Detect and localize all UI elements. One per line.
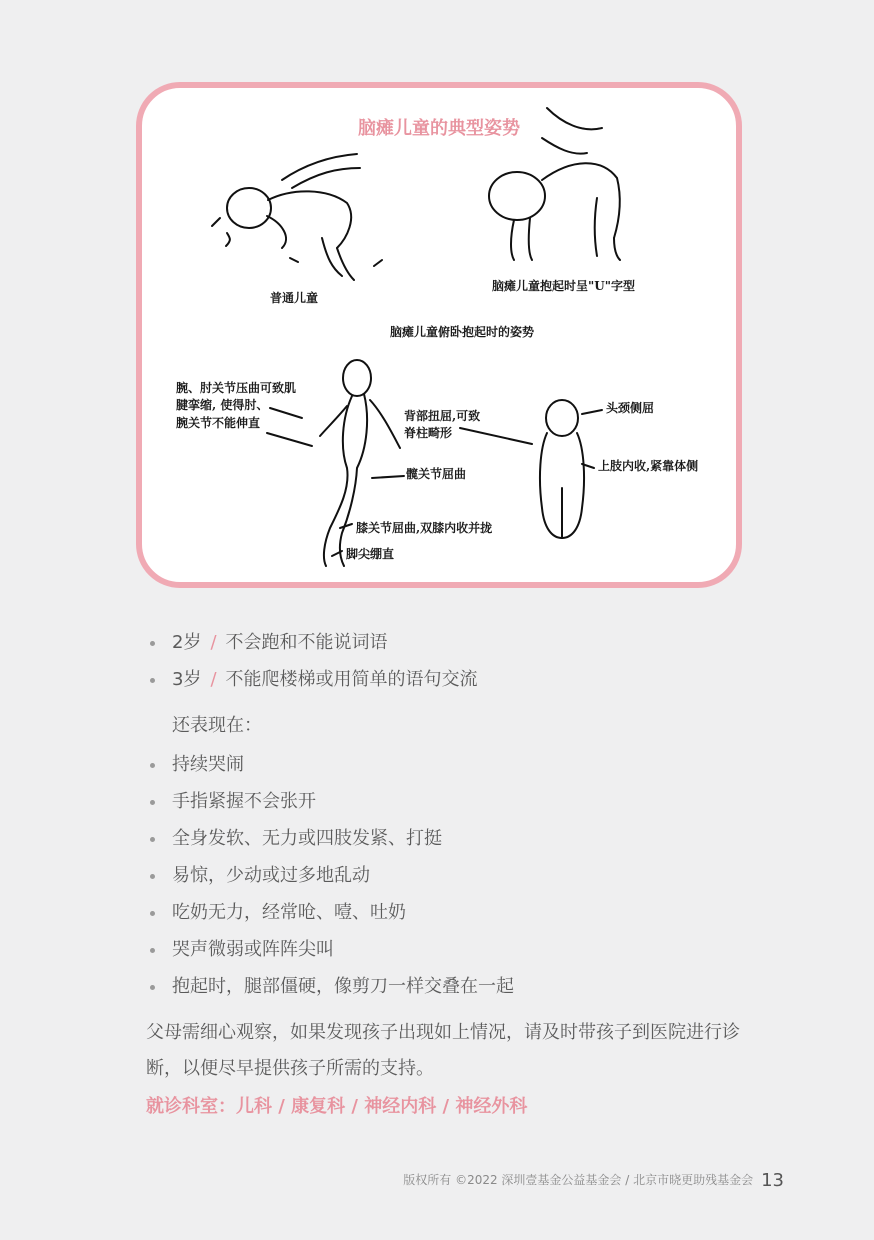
also-label: 还表现在：	[172, 715, 262, 736]
label-back-twist: 背部扭屈,可致 脊柱畸形	[404, 409, 481, 441]
age-milestone-list	[148, 624, 478, 698]
label-neck: 头颈侧屈	[606, 401, 655, 415]
list-item: 易惊，少动或过多地乱动	[148, 857, 514, 894]
departments-line: 就诊科室：儿科 / 康复科 / 神经内科 / 神经外科	[146, 1096, 528, 1117]
label-hip: 髋关节屈曲	[406, 467, 467, 481]
list-item: 持续哭闹	[148, 746, 514, 783]
back-view-figure-drawing	[540, 400, 584, 538]
caption-u-shape: 脑瘫儿童抱起时呈"U"字型	[492, 279, 635, 293]
label-wrist-elbow: 腕、肘关节压曲可致肌 腱挛缩, 使得肘、 腕关节不能伸直	[176, 381, 297, 430]
label-toe: 脚尖绷直	[346, 547, 395, 561]
page-footer	[403, 1170, 784, 1191]
caption-prone-hold: 脑瘫儿童俯卧抱起时的姿势	[390, 325, 535, 339]
illustration-card	[136, 82, 742, 588]
list-item: 吃奶无力，经常呛、噎、吐奶	[148, 894, 514, 931]
page-number: 13	[761, 1170, 784, 1191]
normal-child-drawing	[212, 154, 382, 280]
list-item: 全身发软、无力或四肢发紧、打挺	[148, 820, 514, 857]
label-knee: 膝关节屈曲,双膝内收并拢	[356, 521, 493, 535]
list-item: 2岁 / 不会跑和不能说词语	[148, 624, 478, 661]
figure-title: 脑瘫儿童的典型姿势	[358, 118, 520, 139]
list-item: 3岁 / 不能爬楼梯或用简单的语句交流	[148, 661, 478, 698]
list-item: 哭声微弱或阵阵尖叫	[148, 931, 514, 968]
advice-paragraph: 父母需细心观察，如果发现孩子出现如上情况，请及时带孩子到医院进行诊断，以便尽早提供孩子所需的支持。	[146, 1022, 740, 1079]
list-item: 抱起时，腿部僵硬，像剪刀一样交叠在一起	[148, 968, 514, 1005]
u-shape-child-drawing	[489, 108, 620, 260]
caption-normal-child: 普通儿童	[270, 291, 319, 305]
symptom-list	[148, 746, 514, 1005]
label-arm: 上肢内收,紧靠体侧	[598, 459, 699, 473]
copyright-text: 版权所有 ©2022 深圳壹基金公益基金会 / 北京市晓更助残基金会	[403, 1173, 754, 1187]
list-item: 手指紧握不会张开	[148, 783, 514, 820]
